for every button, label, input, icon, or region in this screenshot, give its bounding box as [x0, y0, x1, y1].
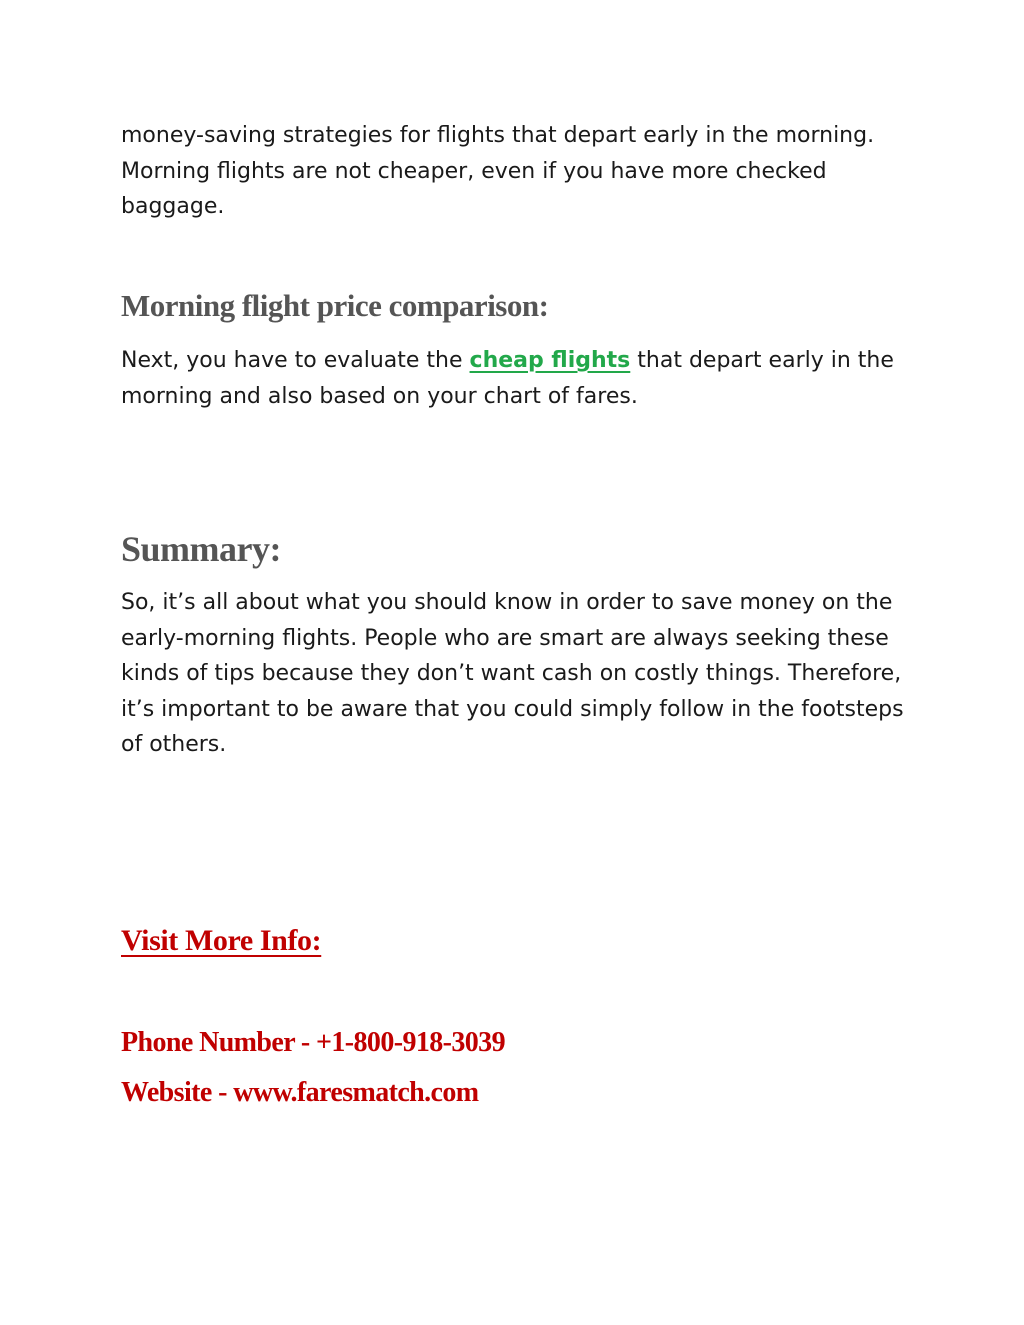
morning-comparison-paragraph: [121, 343, 911, 414]
visit-more-info-heading[interactable]: Visit More Info:: [121, 924, 322, 957]
phone-number-line: Phone Number - +1-800-918-3039: [121, 1027, 505, 1058]
summary-heading: Summary:: [121, 529, 281, 569]
summary-paragraph: So, it’s all about what you should know in order to save money on the early-morning flights. People who are smart are always seeking these kinds of tips because they don’t want cash on costly things. Therefore, it’s important to be aware that you could simply follow in the footsteps of others.: [121, 590, 904, 757]
website-line[interactable]: Website - www.faresmatch.com: [121, 1077, 479, 1108]
morning-comparison-heading: Morning flight price comparison:: [121, 288, 549, 323]
morning-text-after-link: that depart early in the morning and also based on your chart of fares.: [121, 348, 894, 409]
morning-text-before-link: Next, you have to evaluate the: [121, 348, 470, 373]
cheap-flights-link[interactable]: cheap flights: [469, 348, 631, 373]
intro-paragraph: money-saving strategies for flights that depart early in the morning. Morning flights are not cheaper, even if you have more checked baggage.: [121, 123, 875, 219]
